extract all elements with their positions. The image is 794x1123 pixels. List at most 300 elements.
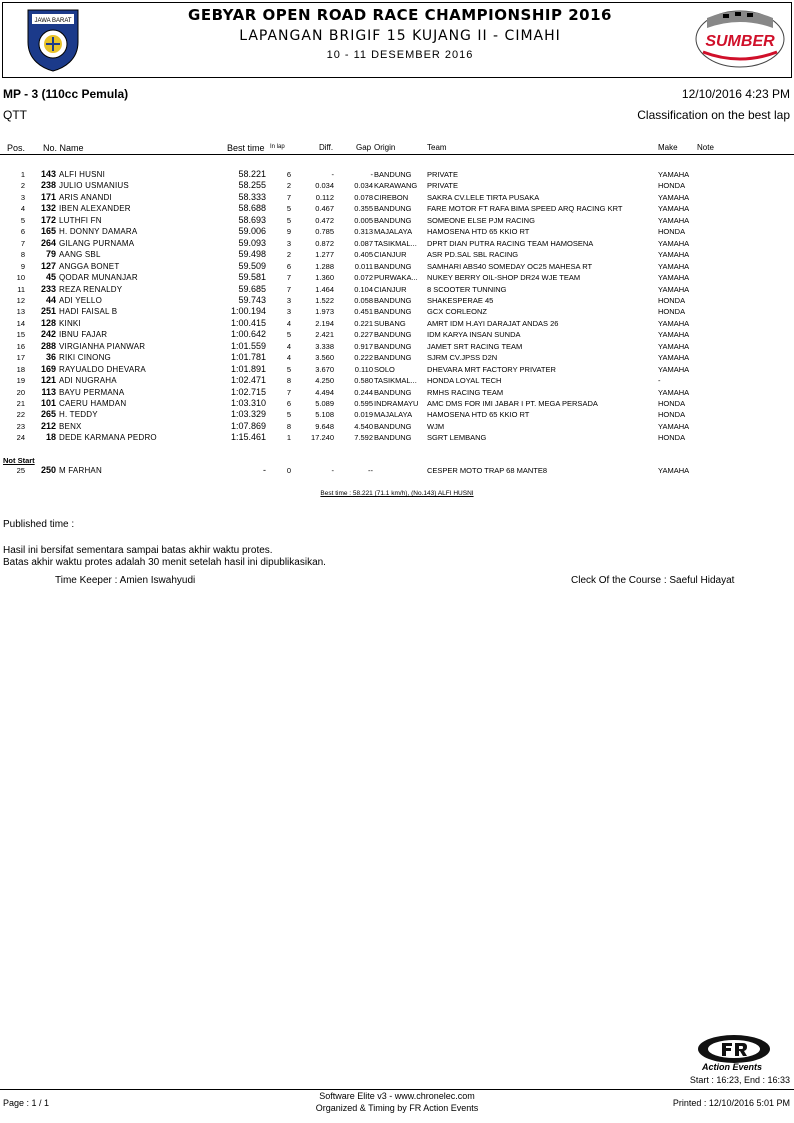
row-make: HONDA — [658, 399, 686, 408]
row-origin: BANDUNG — [374, 307, 412, 317]
row-position: 18 — [16, 364, 25, 374]
row-gap: 4.540 — [354, 421, 373, 431]
row-gap: 0.087 — [354, 238, 373, 248]
table-row — [0, 296, 794, 307]
row-rider-name: RAYUALDO DHEVARA — [59, 364, 146, 374]
row-number: 169 — [40, 363, 56, 374]
row-best-time: 1:02.715 — [230, 386, 266, 397]
row-number: 128 — [40, 317, 56, 328]
row-position: 5 — [20, 215, 25, 225]
row-number: 288 — [40, 340, 56, 351]
row-origin: MAJALAYA — [374, 227, 413, 237]
row-team: FARE MOTOR FT RAFA BIMA SPEED ARQ RACING KRT — [427, 204, 623, 214]
row-position: 8 — [20, 250, 25, 260]
row-gap: 0.104 — [354, 284, 373, 294]
row-make: - — [658, 376, 661, 386]
row-team: SOMEONE ELSE PJM RACING — [427, 215, 535, 225]
row-make: YAMAHA — [658, 215, 690, 225]
row-rider-name: ALFI HUSNI — [59, 170, 106, 179]
row-in-lap: 5 — [286, 204, 291, 214]
row-gap: 0.917 — [354, 341, 373, 351]
row-origin: PURWAKA... — [374, 273, 418, 283]
best-time-summary: Best time : 58.221 (71.1 km/h), (No.143) ALFI HUSNI — [320, 490, 474, 497]
row-position: 12 — [16, 295, 25, 305]
row-rider-name: LUTHFI FN — [59, 215, 102, 225]
row-diff: 4.250 — [315, 376, 334, 386]
row-number: 127 — [40, 260, 56, 271]
row-number: 44 — [45, 294, 56, 305]
row-gap: 0.034 — [354, 181, 373, 191]
row-team: RMHS RACING TEAM — [427, 387, 504, 397]
row-in-lap: 5 — [286, 410, 291, 420]
row-gap: 0.595 — [354, 399, 373, 408]
row-origin: SUBANG — [374, 318, 406, 328]
row-rider-name: REZA RENALDY — [59, 284, 123, 294]
row-position: 7 — [20, 238, 25, 248]
row-in-lap: 7 — [286, 284, 291, 294]
table-row — [0, 410, 794, 421]
row-diff: 2.194 — [315, 318, 334, 328]
row-in-lap: 2 — [286, 181, 291, 191]
row-gap: 0.222 — [354, 353, 373, 363]
row-rider-name: GILANG PURNAMA — [59, 238, 135, 248]
row-make: YAMAHA — [658, 192, 690, 202]
row-rider-name: ADI NUGRAHA — [59, 376, 117, 386]
row-number: 132 — [40, 203, 56, 214]
row-gap: 0.011 — [354, 261, 373, 271]
row-diff: 1.464 — [315, 284, 334, 294]
row-team: SJRM CV.JPSS D2N — [427, 353, 498, 363]
row-gap: 0.405 — [354, 250, 373, 260]
row-make: HONDA — [658, 307, 686, 317]
col-pos: Pos. — [7, 143, 26, 153]
left-logo-text: JAWA BARAT — [34, 18, 72, 24]
row-origin: INDRAMAYU — [374, 399, 419, 408]
row-team: DPRT DIAN PUTRA RACING TEAM HAMOSENA — [427, 238, 594, 248]
row-in-lap: 2 — [286, 250, 291, 260]
row-diff: 0.872 — [315, 238, 334, 248]
row-team: WJM — [427, 421, 445, 431]
row-diff: 5.089 — [315, 399, 334, 408]
sumber-sponsor-logo — [693, 8, 787, 70]
row-diff: 1.522 — [315, 295, 334, 305]
not-start-label: Not Start — [3, 456, 35, 465]
row-make: HONDA — [658, 295, 686, 305]
row-make: YAMAHA — [658, 204, 690, 214]
row-in-lap: 3 — [286, 295, 291, 305]
imi-jawa-barat-logo — [24, 6, 82, 72]
row-origin: BANDUNG — [374, 204, 412, 214]
row-make: YAMAHA — [658, 466, 690, 475]
header-divider — [0, 154, 794, 155]
protest-note-1: Hasil ini bersifat sementara sampai batas akhir waktu protes. — [3, 545, 273, 556]
table-row — [0, 239, 794, 250]
row-origin: BANDUNG — [374, 387, 412, 397]
row-in-lap: 6 — [286, 261, 291, 271]
row-number: 264 — [40, 237, 56, 248]
col-team: Team — [427, 143, 447, 152]
row-diff: 0.034 — [315, 181, 334, 191]
row-team: IDM KARYA INSAN SUNDA — [427, 330, 521, 340]
row-rider-name: QODAR MUNANJAR — [59, 273, 138, 283]
row-origin: MAJALAYA — [374, 410, 413, 420]
table-row — [0, 388, 794, 399]
row-make: HONDA — [658, 181, 686, 191]
row-diff: 17.240 — [311, 433, 334, 443]
row-gap: 0.221 — [354, 318, 373, 328]
row-origin: BANDUNG — [374, 341, 412, 351]
row-make: YAMAHA — [658, 353, 690, 363]
row-rider-name: IBNU FAJAR — [59, 330, 108, 340]
row-rider-name: ANGGA BONET — [59, 261, 120, 271]
row-in-lap: 6 — [286, 399, 291, 408]
event-title: GEBYAR OPEN ROAD RACE CHAMPIONSHIP 2016 — [188, 6, 612, 24]
row-in-lap: 4 — [286, 318, 291, 328]
row-diff: 0.467 — [315, 204, 334, 214]
row-position: 17 — [16, 353, 25, 363]
row-position: 2 — [20, 181, 25, 191]
row-number: 45 — [45, 272, 56, 283]
row-team: HAMOSENA HTD 65 KKIO RT — [427, 227, 530, 237]
session-name: QTT — [3, 108, 27, 122]
published-time: Published time : — [3, 519, 75, 530]
row-gap: - — [370, 170, 373, 179]
row-position: 19 — [16, 376, 25, 386]
row-make: YAMAHA — [658, 273, 690, 283]
row-in-lap: 3 — [286, 307, 291, 317]
row-origin: CIREBON — [374, 192, 409, 202]
table-row — [0, 227, 794, 238]
row-number: 212 — [40, 420, 56, 431]
row-rider-name: KINKI — [59, 318, 81, 328]
row-team: PRIVATE — [427, 181, 458, 191]
row-diff: 3.338 — [315, 341, 334, 351]
row-team: NUKEY BERRY OIL-SHOP DR24 WJE TEAM — [427, 273, 581, 283]
col-gap: Gap — [356, 143, 372, 152]
footer-divider — [0, 1089, 794, 1090]
row-rider-name: AANG SBL — [59, 250, 101, 260]
row-best-time: 1:01.559 — [230, 340, 266, 351]
row-gap: 0.355 — [354, 204, 373, 214]
row-best-time: 58.693 — [238, 214, 266, 225]
event-subtitle: LAPANGAN BRIGIF 15 KUJANG II - CIMAHI — [239, 28, 561, 44]
row-rider-name: ADI YELLO — [59, 295, 103, 305]
row-diff: 1.277 — [315, 250, 334, 260]
report-datetime: 12/10/2016 4:23 PM — [681, 87, 790, 101]
row-team: GCX CORLEONZ — [427, 307, 488, 317]
row-number: 233 — [40, 283, 56, 294]
row-make: YAMAHA — [658, 250, 690, 260]
table-row — [0, 262, 794, 273]
row-rider-name: H. DONNY DAMARA — [59, 227, 138, 237]
row-gap: 0.451 — [354, 307, 373, 317]
row-diff: 3.670 — [315, 364, 334, 374]
row-best-time: 1:00.642 — [230, 329, 266, 340]
row-number: 171 — [40, 191, 56, 202]
row-gap: 0.580 — [354, 376, 373, 386]
row-in-lap: 7 — [286, 387, 291, 397]
row-team: SHAKESPERAE 45 — [427, 295, 494, 305]
row-diff: 2.421 — [315, 330, 334, 340]
start-end-time: Start : 16:23, End : 16:33 — [689, 1075, 790, 1085]
organizer-credit: Organized & Timing by FR Action Events — [315, 1103, 479, 1113]
row-position: 23 — [16, 421, 25, 431]
row-in-lap: 4 — [286, 341, 291, 351]
row-in-lap: 4 — [286, 353, 291, 363]
table-row — [0, 250, 794, 261]
row-team: ASR PD.SAL SBL RACING — [427, 250, 519, 260]
row-rider-name: IBEN ALEXANDER — [59, 204, 131, 214]
row-rider-name: VIRGIANHA PIANWAR — [59, 341, 146, 351]
row-position: 14 — [16, 318, 25, 328]
table-row — [0, 433, 794, 444]
row-in-lap: 3 — [286, 238, 291, 248]
row-gap: 0.244 — [354, 387, 373, 397]
row-number: 250 — [40, 465, 56, 475]
row-origin: BANDUNG — [374, 433, 412, 443]
row-gap: 0.227 — [354, 330, 373, 340]
col-note: Note — [697, 143, 714, 152]
row-position: 9 — [20, 261, 25, 271]
row-position: 22 — [16, 410, 25, 420]
row-gap: 0.313 — [354, 227, 373, 237]
row-best-time: 1:00.415 — [230, 317, 266, 328]
row-origin: BANDUNG — [374, 421, 412, 431]
table-row — [0, 399, 794, 410]
row-number: 242 — [40, 329, 56, 340]
row-gap: -- — [368, 466, 373, 475]
classification-criteria: Classification on the best lap — [637, 108, 790, 122]
row-team: SGRT LEMBANG — [427, 433, 487, 443]
row-gap: 0.110 — [354, 364, 373, 374]
table-row — [0, 342, 794, 353]
table-row — [0, 422, 794, 433]
row-rider-name: M FARHAN — [59, 466, 102, 475]
table-row — [0, 353, 794, 364]
row-origin: BANDUNG — [374, 295, 412, 305]
row-best-time: 59.685 — [238, 283, 266, 294]
row-position: 25 — [16, 466, 25, 475]
row-make: YAMAHA — [658, 330, 690, 340]
row-best-time: 1:01.891 — [230, 363, 266, 374]
col-make: Make — [658, 143, 678, 152]
row-in-lap: 7 — [286, 192, 291, 202]
row-origin: BANDUNG — [374, 215, 412, 225]
row-best-time: 59.509 — [238, 260, 266, 271]
row-diff: 0.785 — [315, 227, 334, 237]
row-make: YAMAHA — [658, 261, 690, 271]
row-diff: 4.494 — [315, 387, 334, 397]
row-in-lap: 0 — [286, 466, 291, 475]
fr-logo-text: Action Events — [701, 1062, 762, 1072]
row-make: HONDA — [658, 410, 686, 420]
table-row — [0, 273, 794, 284]
row-in-lap: 6 — [286, 170, 291, 179]
row-number: 36 — [45, 352, 56, 363]
row-origin: BANDUNG — [374, 261, 412, 271]
row-rider-name: BENX — [59, 421, 82, 431]
clerk-of-course: Cleck Of the Course : Saeful Hidayat — [571, 575, 735, 586]
row-best-time: 1:15.461 — [230, 432, 266, 443]
row-in-lap: 9 — [286, 227, 291, 237]
row-rider-name: BAYU PERMANA — [59, 387, 125, 397]
row-diff: 3.560 — [315, 353, 334, 363]
row-make: YAMAHA — [658, 387, 690, 397]
row-best-time: 59.006 — [238, 226, 266, 237]
row-in-lap: 5 — [286, 364, 291, 374]
row-rider-name: RIKI CINONG — [59, 353, 111, 363]
row-best-time: 1:01.781 — [230, 352, 266, 363]
row-diff: 9.648 — [315, 421, 334, 431]
row-rider-name: H. TEDDY — [59, 410, 98, 420]
software-credit: Software Elite v3 - www.chronelec.com — [319, 1091, 475, 1101]
col-diff: Diff. — [319, 143, 334, 152]
col-in-lap: In lap — [270, 144, 285, 150]
row-number: 101 — [40, 398, 56, 408]
row-gap: 0.078 — [354, 192, 373, 202]
table-row — [0, 365, 794, 376]
row-gap: 0.005 — [354, 215, 373, 225]
row-origin: TASIKMAL... — [374, 376, 417, 386]
row-rider-name: DEDE KARMANA PEDRO — [59, 433, 157, 443]
row-origin: KARAWANG — [374, 181, 418, 191]
row-in-lap: 8 — [286, 421, 291, 431]
row-diff: - — [331, 170, 334, 179]
row-team: AMRT IDM H.AYI DARAJAT ANDAS 26 — [427, 318, 559, 328]
row-origin: TASIKMAL... — [374, 238, 417, 248]
row-origin: BANDUNG — [374, 353, 412, 363]
table-row — [0, 285, 794, 296]
row-best-time: 1:03.310 — [230, 398, 266, 408]
row-position: 6 — [20, 227, 25, 237]
row-number: 172 — [40, 214, 56, 225]
row-number: 238 — [40, 180, 56, 191]
table-row — [0, 216, 794, 227]
row-diff: 0.112 — [315, 192, 334, 202]
row-best-time: 1:00.194 — [230, 306, 266, 317]
row-best-time: 59.093 — [238, 237, 266, 248]
row-team: SAMHARI ABS40 SOMEDAY OC25 MAHESA RT — [427, 261, 593, 271]
row-rider-name: ARIS ANANDI — [59, 192, 112, 202]
table-row — [0, 181, 794, 192]
row-number: 121 — [40, 375, 56, 386]
row-rider-name: JULIO USMANIUS — [59, 181, 129, 191]
row-in-lap: 5 — [286, 330, 291, 340]
col-best-time: Best time — [227, 143, 265, 153]
row-rider-name: CAERU HAMDAN — [59, 399, 127, 408]
row-gap: 0.019 — [354, 410, 373, 420]
row-best-time: 58.333 — [238, 191, 266, 202]
row-diff: 0.472 — [315, 215, 334, 225]
row-best-time: 58.255 — [238, 180, 266, 191]
row-make: YAMAHA — [658, 170, 690, 179]
table-row — [0, 466, 794, 477]
row-number: 18 — [45, 432, 56, 443]
right-logo-text: SUMBER — [705, 33, 775, 50]
row-in-lap: 7 — [286, 273, 291, 283]
row-number: 113 — [41, 386, 56, 397]
row-team: PRIVATE — [427, 170, 458, 179]
row-diff: 5.108 — [315, 410, 334, 420]
row-make: YAMAHA — [658, 364, 690, 374]
row-team: HONDA LOYAL TECH — [427, 376, 502, 386]
row-gap: 7.592 — [354, 433, 373, 443]
row-number: 165 — [40, 226, 56, 237]
row-position: 15 — [16, 330, 25, 340]
row-gap: 0.072 — [354, 273, 373, 283]
table-row — [0, 376, 794, 387]
row-team: CESPER MOTO TRAP 68 MANTE8 — [427, 466, 548, 475]
table-row — [0, 307, 794, 318]
row-best-time: 1:07.869 — [230, 420, 266, 431]
row-team: HAMOSENA HTD 65 KKIO RT — [427, 410, 530, 420]
row-rider-name: HADI FAISAL B — [59, 307, 118, 317]
protest-note-2: Batas akhir waktu protes adalah 30 menit setelah hasil ini dipublikasikan. — [3, 557, 326, 568]
event-dates: 10 - 11 DESEMBER 2016 — [326, 49, 474, 61]
row-number: 79 — [45, 249, 56, 260]
row-position: 20 — [16, 387, 25, 397]
row-origin: CIANJUR — [374, 284, 407, 294]
row-origin: SOLO — [374, 364, 395, 374]
row-make: YAMAHA — [658, 238, 690, 248]
table-row — [0, 193, 794, 204]
row-in-lap: 5 — [286, 215, 291, 225]
row-team: AMC DMS FOR IMI JABAR I PT. MEGA PERSADA — [427, 399, 598, 408]
table-row — [0, 330, 794, 341]
row-position: 16 — [16, 341, 25, 351]
row-diff: - — [331, 466, 334, 475]
row-best-time: 59.743 — [238, 294, 266, 305]
row-best-time: 59.581 — [238, 272, 266, 283]
row-best-time: - — [263, 465, 266, 475]
row-make: YAMAHA — [658, 318, 690, 328]
row-number: 265 — [40, 409, 56, 420]
time-keeper: Time Keeper : Amien Iswahyudi — [55, 575, 196, 586]
col-origin: Origin — [374, 143, 396, 152]
row-gap: 0.058 — [354, 295, 373, 305]
row-origin: CIANJUR — [374, 250, 407, 260]
printed-time: Printed : 12/10/2016 5:01 PM — [672, 1098, 790, 1108]
row-in-lap: 1 — [286, 433, 291, 443]
table-row — [0, 319, 794, 330]
row-diff: 1.288 — [315, 261, 334, 271]
row-team: DHEVARA MRT FACTORY PRIVATER — [427, 364, 556, 374]
row-origin: BANDUNG — [374, 170, 412, 179]
row-position: 13 — [16, 307, 25, 317]
row-best-time: 59.498 — [238, 249, 266, 260]
row-best-time: 1:02.471 — [230, 375, 266, 386]
row-position: 21 — [16, 399, 25, 408]
row-number: 143 — [40, 169, 56, 179]
row-make: YAMAHA — [658, 284, 690, 294]
row-position: 3 — [20, 192, 25, 202]
row-number: 251 — [40, 306, 56, 317]
table-row — [0, 170, 794, 181]
row-best-time: 58.688 — [238, 203, 266, 214]
row-make: HONDA — [658, 227, 686, 237]
row-team: JAMET SRT RACING TEAM — [427, 341, 523, 351]
row-team: 8 SCOOTER TUNNING — [427, 284, 507, 294]
table-row — [0, 204, 794, 215]
row-diff: 1.973 — [315, 307, 334, 317]
row-position: 24 — [16, 433, 25, 443]
row-team: SAKRA CV.LELE TIRTA PUSAKA — [427, 192, 540, 202]
row-position: 11 — [17, 284, 25, 294]
row-position: 1 — [20, 170, 25, 179]
row-origin: BANDUNG — [374, 330, 412, 340]
row-best-time: 58.221 — [238, 169, 266, 179]
row-make: HONDA — [658, 433, 686, 443]
